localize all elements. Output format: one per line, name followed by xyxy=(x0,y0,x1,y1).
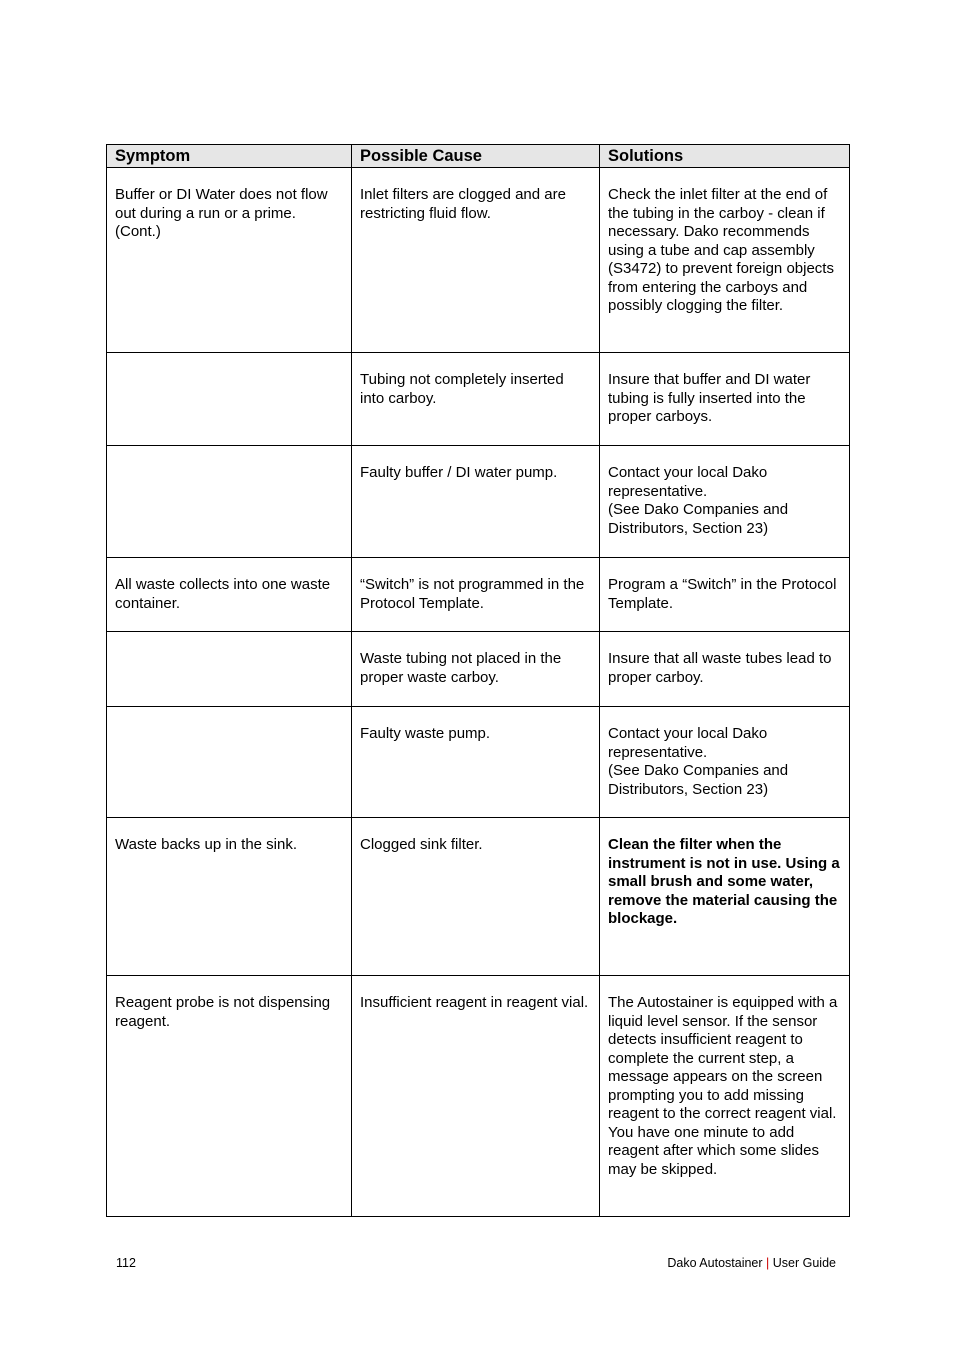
symptom-cell xyxy=(107,976,352,1217)
footer-product: Dako Autostainer xyxy=(667,1256,763,1270)
symptom-text: Waste backs up in the sink. xyxy=(115,836,298,853)
footer-doc-type: User Guide xyxy=(772,1256,836,1270)
header-solutions: Solutions xyxy=(600,145,850,168)
table-row xyxy=(107,632,850,707)
symptom-text: All waste collects into one waste container. xyxy=(115,576,331,612)
solution-text: Insure that all waste tubes lead to proper carboy. xyxy=(608,650,832,686)
cause-text: Faulty waste pump. xyxy=(360,725,491,742)
cause-text: Faulty buffer / DI water pump. xyxy=(360,464,558,481)
footer-separator: | xyxy=(766,1256,770,1270)
symptom-cell xyxy=(107,818,352,976)
solution-text: Insure that buffer and DI water tubing is fully inserted into the proper carboys. xyxy=(608,371,811,425)
cause-text: Waste tubing not placed in the proper waste carboy. xyxy=(360,650,562,686)
symptom-cell xyxy=(107,168,352,353)
troubleshooting-table xyxy=(106,144,850,1217)
solution-cell xyxy=(600,558,850,632)
table-row xyxy=(107,818,850,976)
footer-doc-title xyxy=(667,1256,836,1270)
table-row xyxy=(107,558,850,632)
cause-cell xyxy=(352,976,600,1217)
cause-text: Inlet filters are clogged and are restricting fluid flow. xyxy=(360,186,566,222)
solution-cell xyxy=(600,446,850,558)
solution-text: Clean the filter when the instrument is not in use. Using a small brush and some water, remove the material causing the blockage. xyxy=(608,836,840,927)
symptom-cell xyxy=(107,558,352,632)
table-row xyxy=(107,168,850,353)
solution-text: Program a “Switch” in the Protocol Template. xyxy=(608,576,837,612)
symptom-cell xyxy=(107,446,352,558)
table-row xyxy=(107,707,850,818)
cause-cell xyxy=(352,353,600,446)
solution-cell xyxy=(600,168,850,353)
solution-cell xyxy=(600,976,850,1217)
symptom-text: Reagent probe is not dispensing reagent. xyxy=(115,994,331,1030)
table-row xyxy=(107,976,850,1217)
cause-cell xyxy=(352,446,600,558)
cause-cell xyxy=(352,632,600,707)
header-possible-cause: Possible Cause xyxy=(352,145,600,168)
cause-text: “Switch” is not programmed in the Protocol Template. xyxy=(360,576,585,612)
cause-cell xyxy=(352,168,600,353)
cause-cell xyxy=(352,707,600,818)
symptom-cell xyxy=(107,353,352,446)
solution-cell xyxy=(600,353,850,446)
cause-text: Tubing not completely inserted into carboy. xyxy=(360,371,564,407)
symptom-cell xyxy=(107,707,352,818)
symptom-cell xyxy=(107,632,352,707)
page-number: 112 xyxy=(116,1256,136,1270)
solution-text: Contact your local Dako representative. (See Dako Companies and Distributors, Section 23) xyxy=(608,464,789,537)
symptom-text: Buffer or DI Water does not flow out during a run or a prime. (Cont.) xyxy=(115,186,328,240)
cause-cell xyxy=(352,818,600,976)
solution-text: Contact your local Dako representative. (See Dako Companies and Distributors, Section 23) xyxy=(608,725,789,798)
table-row xyxy=(107,353,850,446)
solution-cell xyxy=(600,818,850,976)
solution-cell xyxy=(600,707,850,818)
header-symptom: Symptom xyxy=(107,145,352,168)
solution-text: Check the inlet filter at the end of the tubing in the carboy - clean if necessary. Dako recommends using a tube and cap assembly (S3472) to prevent foreign objects from entering the carboys and possibly clogging the filter. xyxy=(608,186,834,314)
solution-text: The Autostainer is equipped with a liquid level sensor. If the sensor detects insufficient reagent to complete the current step, a message appears on the screen prompting you to add missing reagent to the correct reagent vial. You have one minute to add reagent after which some slides may be skipped. xyxy=(608,994,838,1178)
table-header-row xyxy=(107,145,850,168)
solution-cell xyxy=(600,632,850,707)
table-row xyxy=(107,446,850,558)
cause-text: Clogged sink filter. xyxy=(360,836,483,853)
cause-cell xyxy=(352,558,600,632)
cause-text: Insufficient reagent in reagent vial. xyxy=(360,994,589,1011)
